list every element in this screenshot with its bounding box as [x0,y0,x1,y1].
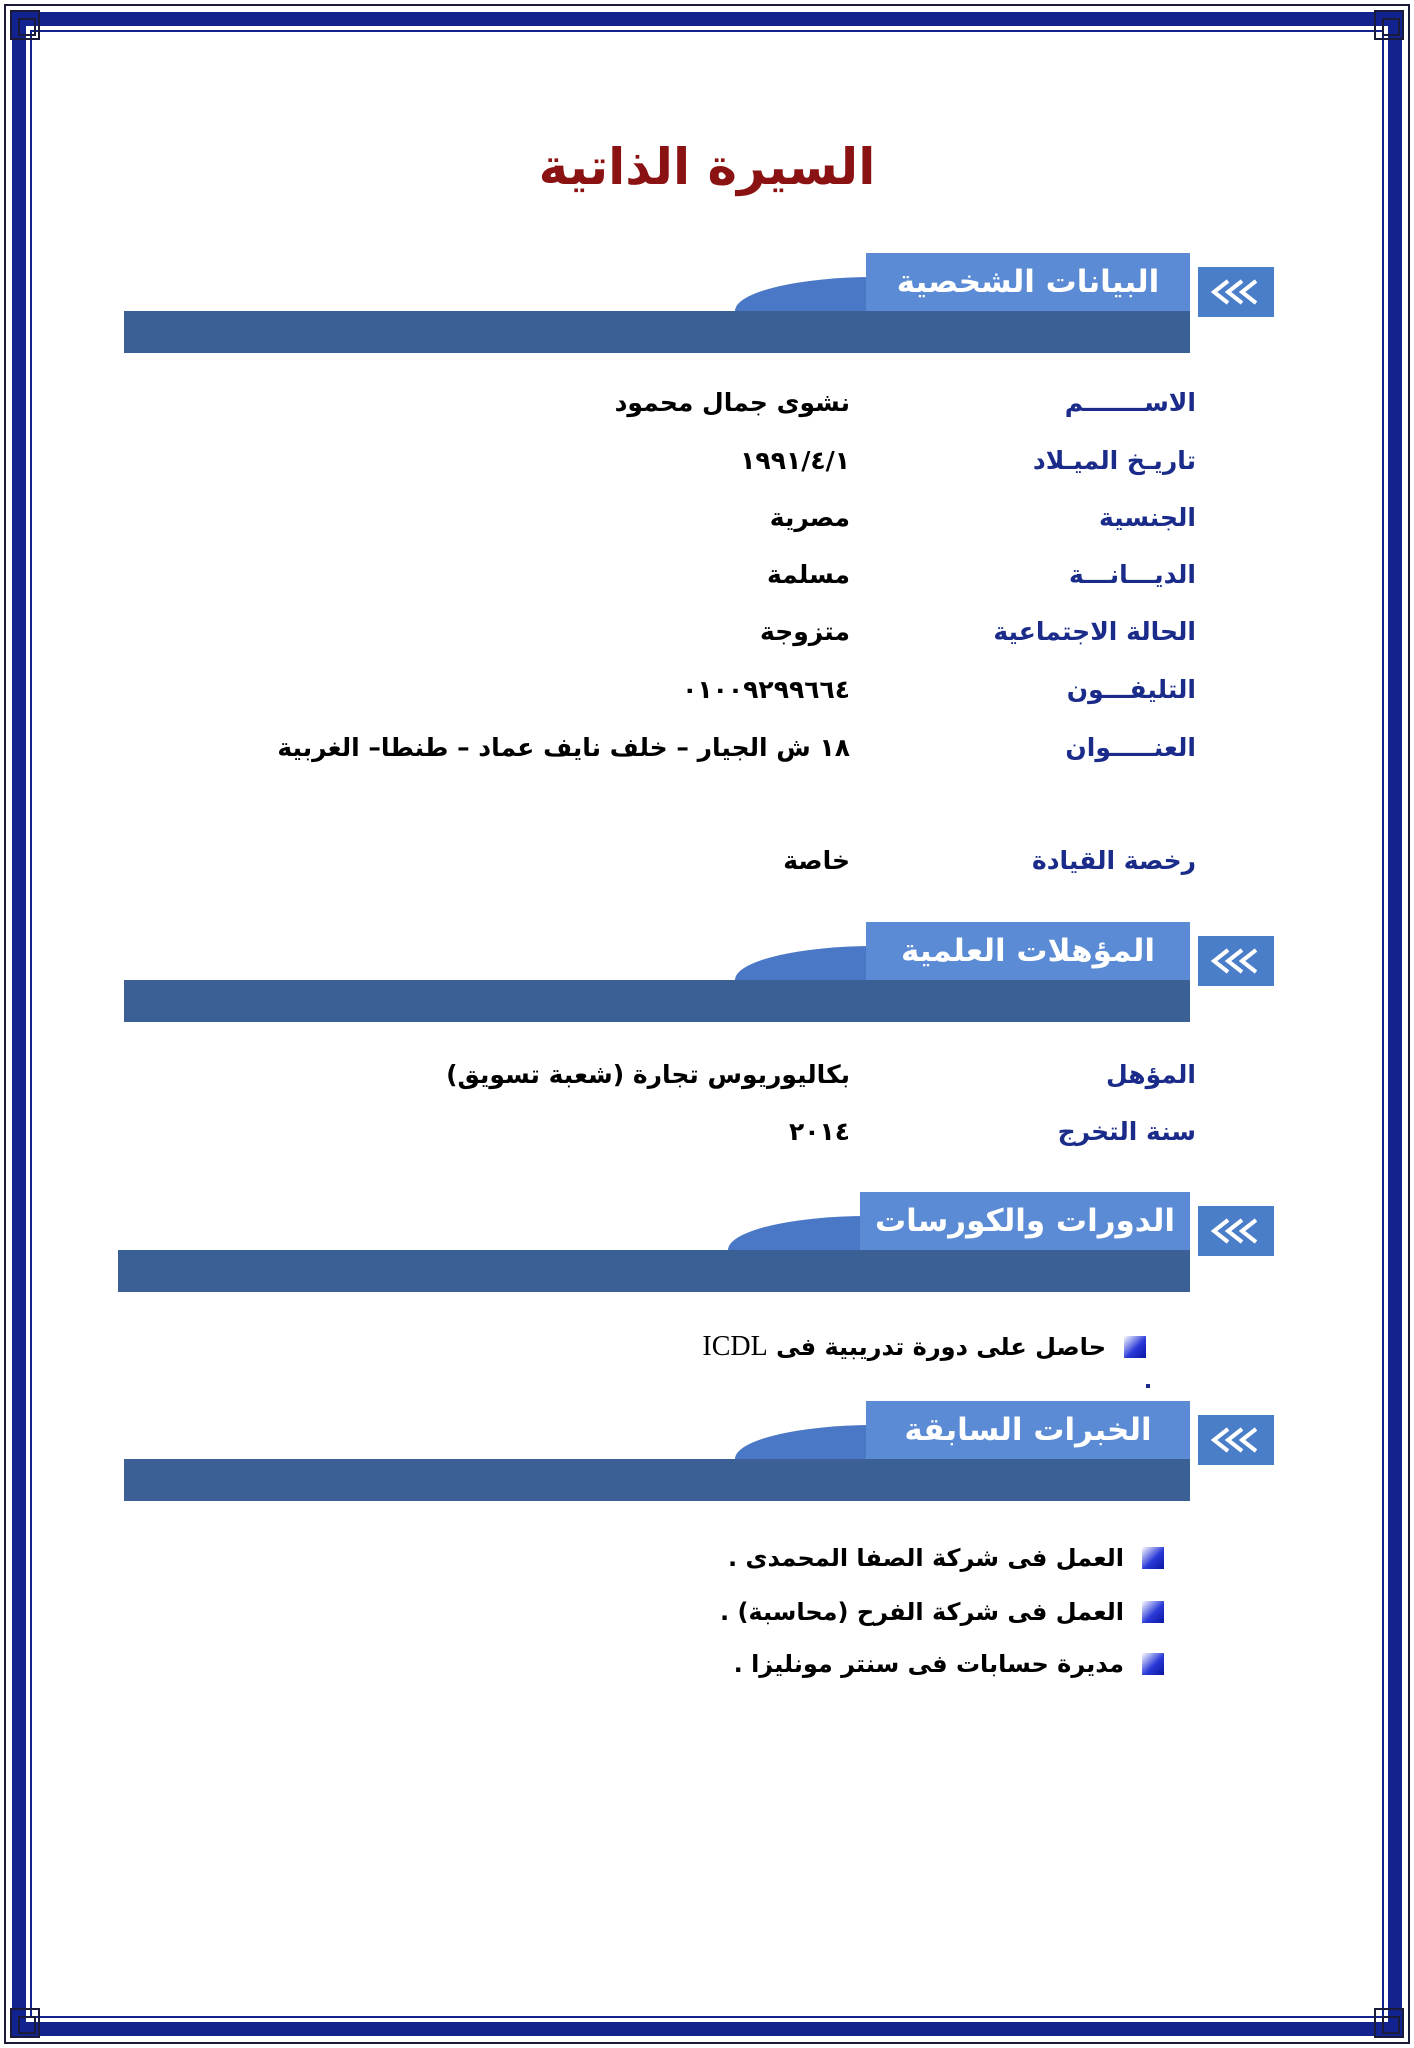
info-label: تاريـخ الميـلاد [1032,446,1196,475]
experience-item: العمل فى شركة الفرح (محاسبة) . [719,1598,1124,1626]
square-bullet-icon [1142,1653,1164,1675]
info-value: مسلمة [766,560,850,589]
info-label: العنـــــوان [1065,733,1196,762]
list-item [0,1535,1414,1581]
info-value: ٠١٠٠٩٢٩٩٦٦٤ [682,675,850,704]
section-heading: البيانات الشخصية [896,264,1160,300]
info-label: سنة التخرج [1057,1117,1196,1146]
section-heading: المؤهلات العلمية [900,933,1156,969]
info-label: المؤهل [1105,1060,1196,1089]
stray-dot [1146,1384,1150,1388]
page-title: السيرة الذاتية [538,138,876,196]
square-bullet-icon [1124,1336,1146,1358]
info-row-driving-license [0,836,1414,886]
info-label: التليفـــون [1066,675,1196,704]
section-bar [124,1459,1190,1501]
info-row-nationality [0,493,1414,543]
section-header-courses [0,1192,1414,1292]
info-row-phone [0,665,1414,715]
info-label: الديـــانـــة [1069,560,1196,589]
square-bullet-icon [1142,1601,1164,1623]
info-value: خاصة [783,846,850,875]
info-row-religion [0,550,1414,600]
section-bar [118,1250,1190,1292]
course-acronym: ICDL [702,1331,768,1362]
info-row-marital-status [0,607,1414,657]
experience-item: مديرة حسابات فى سنتر مونليزا . [733,1650,1124,1678]
section-arc [735,946,875,980]
double-chevron-left-icon [1198,1415,1274,1465]
info-label: الحالة الاجتماعية [993,617,1196,646]
info-label: الجنسية [1099,503,1196,532]
info-row-birthdate [0,436,1414,486]
info-value: ١٨ ش الجيار – خلف نايف عماد – طنطا– الغربية [277,733,850,762]
section-heading: الدورات والكورسات [875,1203,1175,1239]
info-label: الاســـــــم [1064,388,1196,417]
list-item [0,1589,1414,1635]
list-item [0,1641,1414,1687]
double-chevron-left-icon [1198,1206,1274,1256]
section-arc [728,1216,868,1250]
double-chevron-left-icon [1198,267,1274,317]
section-bar [124,980,1190,1022]
section-heading: الخبرات السابقة [904,1412,1152,1448]
section-arc [735,1425,875,1459]
info-row-name [0,378,1414,428]
section-bar [124,311,1190,353]
info-value: نشوى جمال محمود [614,388,850,417]
section-header-personal [0,253,1414,353]
course-text: حاصل على دورة تدريبية فى [776,1333,1106,1361]
experience-item: العمل فى شركة الصفا المحمدى . [728,1544,1124,1572]
info-value: مصرية [769,503,850,532]
course-item [500,1324,1106,1370]
corner-ornament [1374,10,1404,40]
corner-ornament [10,2008,40,2038]
info-value: ١٩٩١/٤/١ [740,446,850,475]
info-row-qualification [0,1050,1414,1100]
corner-ornament [1374,2008,1404,2038]
section-header-experience [0,1401,1414,1501]
double-chevron-left-icon [1198,936,1274,986]
list-item [0,1324,1414,1370]
info-row-graduation-year [0,1107,1414,1157]
info-row-address [0,723,1414,773]
info-value: متزوجة [760,617,850,646]
info-value: ٢٠١٤ [788,1117,850,1146]
corner-ornament [10,10,40,40]
square-bullet-icon [1142,1547,1164,1569]
section-header-education [0,922,1414,1022]
info-label: رخصة القيادة [1031,846,1196,875]
info-value: بكاليوريوس تجارة (شعبة تسويق) [446,1060,850,1089]
section-arc [735,277,875,311]
